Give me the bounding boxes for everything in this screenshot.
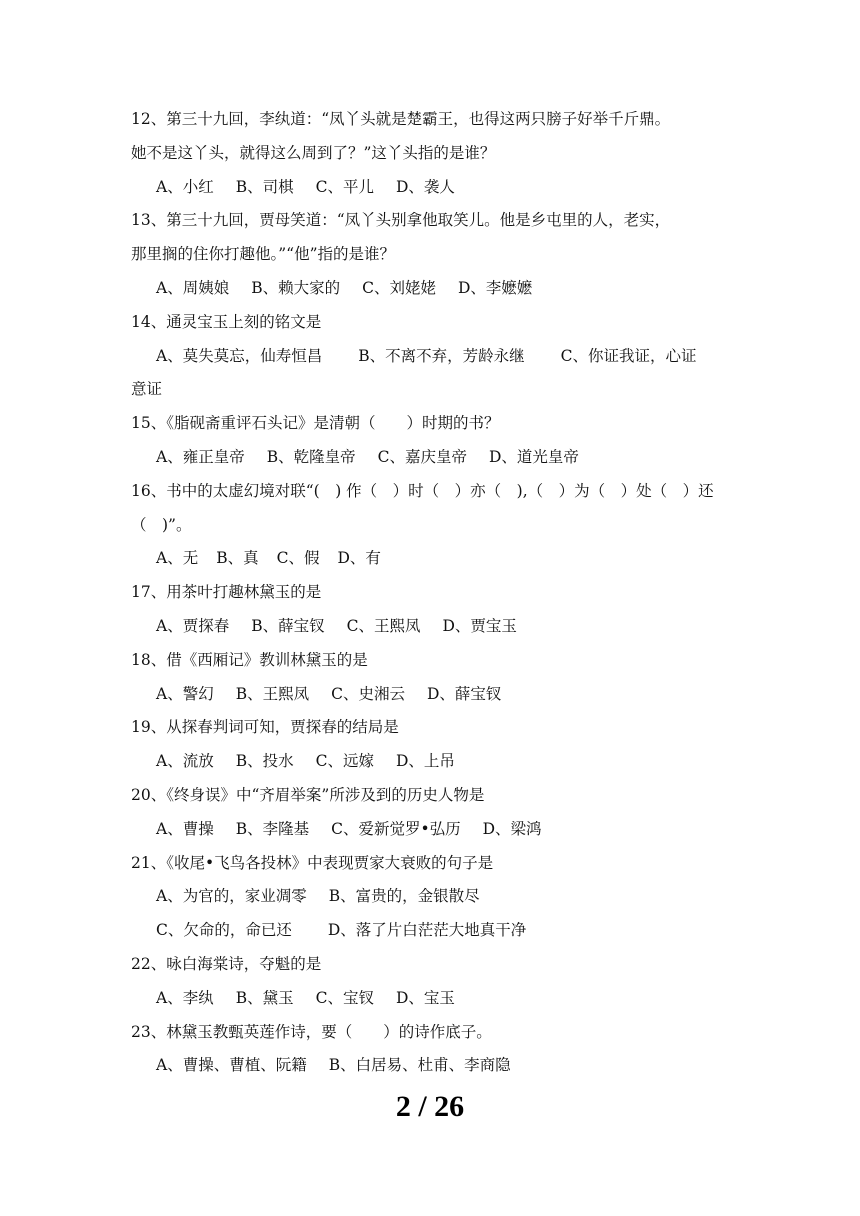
option-b: B、白居易、杜甫、李商隐	[328, 1056, 511, 1075]
option-b: B、投水	[235, 752, 294, 771]
option-c: C、宝钗	[315, 988, 374, 1007]
question-23-line-1: 23、林黛玉教甄英莲作诗，要（ ）的诗作底子。	[131, 1022, 492, 1041]
question-14-line-1: 14、通灵宝玉上刻的铭文是	[131, 312, 322, 331]
option-b: B、薛宝钗	[251, 616, 325, 635]
option-a: A、李纨	[156, 988, 214, 1007]
question-16-line-1: 16、书中的太虚幻境对联“( ) 作（ ）时（ ）亦（ ),（ ）为（ ）处（ ）还	[131, 481, 714, 500]
option-a: A、周姨娘	[156, 278, 230, 297]
option-b: B、乾隆皇帝	[266, 447, 356, 466]
question-22-line-1: 22、咏白海棠诗，夺魁的是	[131, 954, 322, 973]
option-d: D、落了片白茫茫大地真干净	[327, 921, 527, 940]
option-a: A、小红	[156, 177, 214, 196]
question-18-line-1: 18、借《西厢记》教训林黛玉的是	[131, 650, 368, 669]
option-a: A、为官的，家业凋零	[156, 887, 307, 906]
option-d: D、有	[337, 549, 381, 568]
option-a: A、警幻	[156, 684, 214, 703]
option-b: B、赖大家的	[251, 278, 341, 297]
option-d: D、薛宝钗	[426, 684, 502, 703]
option-d: D、袭人	[395, 177, 455, 196]
option-a: A、贾探春	[156, 616, 230, 635]
option-b: B、真	[216, 549, 259, 568]
option-b: B、不离不弃，芳龄永继	[358, 346, 525, 365]
option-c: C、爱新觉罗•弘历	[331, 819, 461, 838]
option-c: C、平儿	[315, 177, 374, 196]
question-14-options	[131, 340, 731, 374]
option-a: A、流放	[156, 752, 214, 771]
question-12-line-2: 她不是这丫头，就得这么周到了？”这丫头指的是谁？	[131, 143, 496, 162]
option-c: C、假	[276, 549, 320, 568]
option-d: D、道光皇帝	[488, 447, 579, 466]
question-17-line-1: 17、用茶叶打趣林黛玉的是	[131, 583, 322, 602]
option-d: D、李嬷嬷	[457, 278, 533, 297]
question-15-line-1: 15、《脂砚斋重评石头记》是清朝（ ）时期的书？	[131, 414, 500, 433]
option-d: D、梁鸿	[482, 819, 542, 838]
option-d: D、贾宝玉	[442, 616, 517, 635]
option-b: B、李隆基	[235, 819, 310, 838]
option-d: D、上吊	[395, 752, 455, 771]
option-c: C、你证我证，心证	[560, 346, 697, 365]
option-b: B、王熙凤	[235, 684, 310, 703]
option-b: B、富贵的，金银散尽	[328, 887, 480, 906]
option-d: D、宝玉	[395, 988, 455, 1007]
question-19-line-1: 19、从探春判词可知，贾探春的结局是	[131, 718, 399, 737]
question-13-options	[131, 272, 731, 306]
question-16-line-2: （ )”。	[131, 515, 192, 534]
option-c: C、王熙凤	[346, 616, 421, 635]
option-b: B、司棋	[235, 177, 294, 196]
question-20-line-1: 20、《终身误》中“齐眉举案”所涉及到的历史人物是	[131, 785, 485, 804]
option-a: A、无	[156, 549, 199, 568]
question-12-line-1: 12、第三十九回，李纨道：“凤丫头就是楚霸王，也得这两只膀子好举千斤鼎。	[131, 110, 671, 128]
question-22-options	[131, 982, 731, 1016]
page-number: 2 / 26	[395, 1090, 465, 1123]
question-13-line-1: 13、第三十九回，贾母笑道：“凤丫头别拿他取笑儿。他是乡屯里的人，老实，	[131, 211, 671, 230]
option-a: A、雍正皇帝	[156, 447, 245, 466]
option-a: A、莫失莫忘，仙寿恒昌	[156, 346, 323, 365]
option-c: C、刘姥姥	[362, 278, 436, 297]
question-12-options	[131, 171, 731, 205]
option-a: A、曹操	[156, 819, 214, 838]
document-body	[131, 103, 731, 1083]
option-b: B、黛玉	[235, 988, 294, 1007]
question-21-options-row-1	[131, 880, 731, 914]
option-a: A、曹操、曹植、阮籍	[156, 1056, 307, 1075]
option-c: C、嘉庆皇帝	[377, 447, 467, 466]
question-18-options	[131, 678, 731, 712]
question-20-options	[131, 813, 731, 847]
question-21-line-1: 21、《收尾•飞鸟各投林》中表现贾家大衰败的句子是	[131, 853, 494, 872]
option-c: C、史湘云	[331, 684, 405, 703]
question-14-option-c-continued: 意证	[131, 380, 163, 399]
question-17-options	[131, 610, 731, 644]
question-15-options	[131, 441, 731, 475]
option-c: C、远嫁	[315, 752, 374, 771]
question-21-options-row-2	[131, 914, 731, 948]
question-13-line-2: 那里搁的住你打趣他。”“他”指的是谁？	[131, 245, 396, 264]
question-16-options	[131, 542, 731, 576]
option-c: C、欠命的，命已还	[156, 921, 292, 940]
question-23-options	[131, 1049, 731, 1083]
question-19-options	[131, 745, 731, 779]
